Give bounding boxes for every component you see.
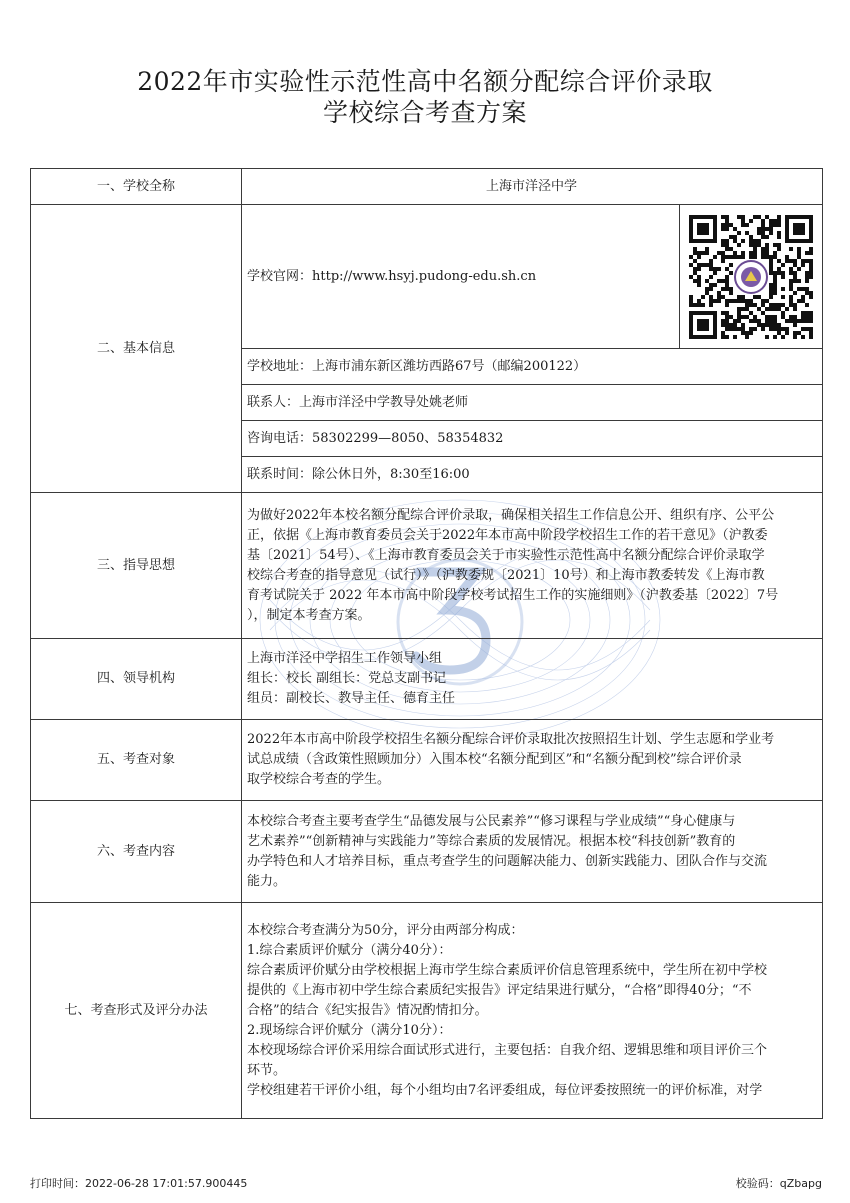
document-title-line2: 学校综合考查方案 [322,98,527,127]
contact-text: 联系人：上海市洋泾中学教导处姚老师 [242,385,823,421]
text-line: 本校现场综合评价采用综合面试形式进行，主要包括：自我介绍、逻辑思维和项目评价三个 [247,1042,768,1058]
school-name-label: 一、学校全称 [31,169,242,205]
website-text: 学校官网：http://www.hsyj.pudong-edu.sh.cn [247,268,537,284]
text-line: 本校综合考查主要考查学生“品德发展与公民素养”“修习课程与学业成绩”“身心健康与 [247,813,736,829]
text-line: 为做好2022年本校名额分配综合评价录取，确保相关招生工作信息公开、组织有序、公平公 [247,507,775,523]
text-line: 2.现场综合评价赋分（满分10分）： [247,1022,452,1038]
text-line: 艺术素养”“创新精神与实践能力”等综合素质的发展情况。根据本校“科技创新”教育的 [247,833,736,849]
text-line: 组员：副校长、教导主任、德育主任 [247,691,456,706]
website-cell [242,205,823,349]
phone-text: 咨询电话：58302299—8050、58354832 [242,421,823,457]
basic-info-label: 二、基本信息 [31,205,242,493]
text-line: 组长：校长 副组长：党总支副书记 [247,671,447,686]
verify-code: 校验码：qZbapg [735,1177,822,1190]
qr-code-area [679,205,822,348]
text-line: 正，依据《上海市教育委员会关于2022年本市高中阶段学校招生工作的若干意见》（沪教委 [247,527,768,543]
row-leadership [31,639,823,720]
text-line: 合格”的结合《纪实报告》情况酌情扣分。 [247,1002,488,1018]
target-text [242,720,823,801]
text-line: ），制定本考查方案。 [247,607,371,623]
row-school-name [31,169,823,205]
text-line: 学校组建若干评价小组，每个小组均由7名评委组成，每位评委按照统一的评价标准，对学 [247,1082,763,1098]
target-label: 五、考查对象 [31,720,242,801]
print-time: 打印时间：2022-06-28 17:01:57.900445 [30,1177,248,1190]
text-line: 育考试院关于 2022 年本市高中阶段学校考试招生工作的实施细则》（沪教委基〔2022〕7号 [247,587,779,603]
text-line: 办学特色和人才培养目标，重点考查学生的问题解决能力、创新实践能力、团队合作与交流 [247,853,768,869]
text-line: 试总成绩（含政策性照顾加分）入围本校“名额分配到区”和“名额分配到校”综合评价录 [247,752,742,767]
row-content [31,801,823,903]
guiding-label: 三、指导思想 [31,493,242,639]
school-name-value: 上海市洋泾中学 [242,169,823,205]
text-line: 校综合考查的指导意见（试行）》（沪教委规〔2021〕10号）和上海市教委转发《上海市教 [247,567,765,583]
leadership-label: 四、领导机构 [31,639,242,720]
row-target [31,720,823,801]
format-label: 七、考查形式及评分办法 [31,903,242,1119]
text-line: 提供的《上海市初中学生综合素质纪实报告》评定结果进行赋分，“合格”即得40分；“不 [247,982,752,998]
text-line: 取学校综合考查的学生。 [247,772,391,787]
text-line: 本校综合考查满分为50分，评分由两部分构成： [247,922,524,938]
document-title-line1: 2022年市实验性示范性高中名额分配综合评价录取 [137,67,713,96]
text-line: 能力。 [247,873,287,889]
content-text [242,801,823,903]
text-line: 基〔2021〕54号）、《上海市教育委员会关于市实验性示范性高中名额分配综合评价录取学 [247,547,765,563]
row-format [31,903,823,1119]
text-line: 上海市洋泾中学招生工作领导小组 [247,651,443,666]
row-guiding [31,493,823,639]
text-line: 1.综合素质评价赋分（满分40分）： [247,942,452,958]
content-label: 六、考查内容 [31,801,242,903]
format-text [242,903,823,1119]
text-line: 2022年本市高中阶段学校招生名额分配综合评价录取批次按照招生计划、学生志愿和学业考 [247,732,775,747]
guiding-text [242,493,823,639]
address-text: 学校地址：上海市浦东新区潍坊西路67号（邮编200122） [242,349,823,385]
qr-code-icon [689,215,813,339]
text-line: 环节。 [247,1062,287,1078]
row-website [31,205,823,349]
text-line: 综合素质评价赋分由学校根据上海市学生综合素质评价信息管理系统中，学生所在初中学校 [247,962,768,978]
admission-plan-table [30,168,823,1119]
hours-text: 联系时间：除公休日外，8:30至16:00 [242,457,823,493]
leadership-text [242,639,823,720]
